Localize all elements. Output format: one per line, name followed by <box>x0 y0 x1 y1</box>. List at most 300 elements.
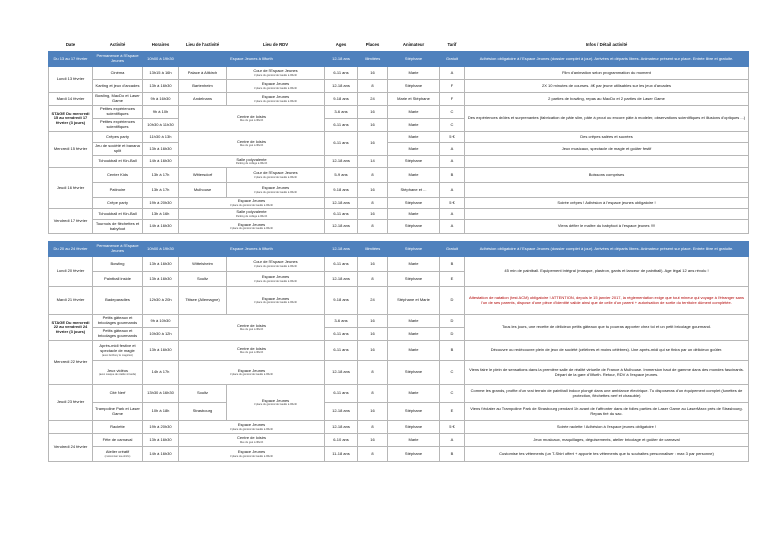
info-cell: Viens faire le plein de sensations dans la première salle de réalité virtuelle de France à Mulhouse. Immersion haut de gamme dans des mondes fascinants. Départ de la gare d'Illfurth. Retour, RDV à l'espace jeunes. <box>465 361 749 385</box>
lieu-cell: Palace à Altkirch <box>179 67 227 80</box>
table-row <box>49 67 749 80</box>
lieu-cell: Soultz <box>179 272 227 287</box>
header-tarif: Tarif <box>447 42 457 48</box>
places-cell: 8 <box>358 168 388 183</box>
anim-cell: Marie <box>388 119 440 132</box>
places-cell: 16 <box>358 257 388 272</box>
anim-cell: Marie <box>388 315 440 328</box>
tarif-cell: 5 € <box>440 198 465 209</box>
anim-cell: Marie <box>388 257 440 272</box>
activity-cell: Tchoukball et Kin-Ball <box>93 209 143 220</box>
ages-cell: 12-18 ans <box>325 361 358 385</box>
banner-ages: 12-18 ans <box>325 242 358 257</box>
anim-cell: Marie <box>388 168 440 183</box>
table-row <box>49 80 749 93</box>
rdv-cell <box>179 156 325 168</box>
anim-cell: Stéphane <box>388 198 440 209</box>
table-row <box>49 132 749 143</box>
hours-cell: 9h à 10h30 <box>143 315 179 328</box>
header-lieu-rdv: Lieu de RDV <box>262 42 289 48</box>
week-banner-row <box>49 52 749 67</box>
header-date: Date <box>65 42 76 48</box>
day-cell: Vendredi 17 février <box>49 209 93 234</box>
rdv-text: Espace Jeunes <box>237 198 266 204</box>
rdv-address: 3 place du général de Gaulle à Illfurth <box>229 454 274 458</box>
anim-cell: Stéphane et Marie <box>388 287 440 315</box>
anim-cell: Stéphane <box>388 272 440 287</box>
rdv-cell <box>227 257 325 272</box>
table-row <box>49 198 749 209</box>
anim-cell: Stéphane <box>388 361 440 385</box>
activity-cell: Tournois de fléchettes et babyfoot <box>93 220 143 234</box>
rdv-address: Rue du gué à Illfurth <box>239 119 264 123</box>
places-cell: 8 <box>358 198 388 209</box>
places-cell: 8 <box>358 272 388 287</box>
rdv-text: Espace Jeunes <box>261 81 290 87</box>
anim-cell: Marie <box>388 106 440 119</box>
rdv-address: 3 place du général de Gaulle à Illfurth <box>253 264 298 268</box>
ages-cell: 11-18 ans <box>325 447 358 462</box>
ages-cell: 6-11 ans <box>325 328 358 341</box>
rdv-address: 3 place du général de Gaulle à Illfurth <box>253 403 298 407</box>
rdv-text: Centre de loisirs <box>237 345 266 351</box>
activity-cell: Cinéma <box>93 67 143 80</box>
info-cell: Jeux musicaux, maquillages, déguisements, atelier bricolage et goûter de carnaval <box>465 434 749 447</box>
day-cell: Jeudi 23 février <box>49 385 93 421</box>
info-cell: Soirée raclette ! Adhésion à l'espace jeunes obligatoire ! <box>465 421 749 434</box>
rdv-text: Centre de loisirs <box>237 435 266 441</box>
places-cell: 8 <box>358 385 388 403</box>
ages-cell: 6-11 ans <box>325 341 358 361</box>
places-cell: 16 <box>358 341 388 361</box>
anim-cell: Marie <box>388 143 440 156</box>
table-row <box>49 434 749 447</box>
activity-cell: Trampoline Park et Laser Game <box>93 403 143 421</box>
rdv-text: Espace Jeunes <box>261 295 290 301</box>
table-row <box>49 287 749 315</box>
banner-anim: Stéphane <box>388 242 440 257</box>
rdv-text: Espace Jeunes <box>261 185 290 191</box>
ages-cell: 6-11 ans <box>325 385 358 403</box>
places-cell: 16 <box>358 106 388 119</box>
hours-cell: 13h à 16h30 <box>143 257 179 272</box>
rdv-address: 3 place du général de Gaulle à Illfurth <box>253 99 298 103</box>
lieu-cell: Mulhouse <box>179 183 227 198</box>
lieu-cell: Bartenheim <box>179 80 227 93</box>
ages-cell: 5-9 ans <box>325 168 358 183</box>
rdv-cell <box>179 198 325 209</box>
activity-cell: Bowling <box>93 257 143 272</box>
hours-cell: 13h30 à 16h30 <box>143 385 179 403</box>
places-cell: 8 <box>358 421 388 434</box>
tarif-cell: A <box>440 67 465 80</box>
banner-activity: Permanence à l'Espace Jeunes <box>93 242 143 257</box>
anim-cell: Stéphane <box>388 421 440 434</box>
activity-text: Jeux vidéos <box>106 367 129 373</box>
banner-date: Du 20 au 24 février <box>49 242 93 257</box>
rdv-address: 3 place du général de Gaulle à Illfurth <box>253 73 298 77</box>
banner-place: Espace Jeunes à Illfurth <box>179 52 325 67</box>
rdv-address: 3 place du général de Gaulle à Illfurth <box>229 227 274 231</box>
ages-cell: 12-18 ans <box>325 198 358 209</box>
lieu-cell: Strasbourg <box>179 403 227 421</box>
info-cell: 45 min de paintball. Equipement intégral (masque, plastron, gants et lanceur de paintball). Age légal 12 ans révolu ! <box>465 257 749 287</box>
tarif-cell: C <box>440 385 465 403</box>
places-cell: 16 <box>358 315 388 328</box>
banner-places: Illimitées <box>358 52 388 67</box>
places-cell: 8 <box>358 80 388 93</box>
rdv-address: 3 place du général de Gaulle à Illfurth <box>229 203 274 207</box>
program-table <box>48 40 749 462</box>
table-row <box>49 385 749 403</box>
info-cell: Film d'animation selon programmation du moment <box>465 67 749 80</box>
lieu-cell: Wittelsheim <box>179 257 227 272</box>
day-cell: Mardi 21 février <box>49 287 93 315</box>
day-cell: Mercredi 15 février <box>49 132 93 168</box>
rdv-address: Rue du gué à Illfurth <box>239 351 264 355</box>
hours-cell: 13h à 16h30 <box>143 341 179 361</box>
info-cell: Des expériences drôles et surprenantes (fabrication de pâte slim, pâte à prout ou encore pâte à modeler, observations scientifiques et illusions d'optiques ...) <box>465 106 749 132</box>
rdv-cell <box>227 67 325 80</box>
info-cell: Soirée crêpes ! Adhésion à l'espace jeunes obligatoire ! <box>465 198 749 209</box>
lieu-cell: Andelnans <box>179 93 227 106</box>
day-cell: Lundi 13 février <box>49 67 93 93</box>
places-cell: 8 <box>358 447 388 462</box>
stage-cell: STAGE Du mercredi 15 au vendredi 17 février (3 jours) <box>49 106 93 132</box>
hours-cell: 13h à 16h30 <box>143 272 179 287</box>
anim-cell: Stéphane <box>388 156 440 168</box>
activity-cell: Petits gâteaux et bricolages gourmands <box>93 328 143 341</box>
program-table-container <box>48 40 748 462</box>
header-activite: Activité <box>109 42 126 48</box>
info-cell: Découvre ou redécouvre plein de jeux de société (célèbres et moins célèbres). Une après-midi qui se finira par un délicieux goûter. <box>465 341 749 361</box>
hours-cell: 19h à 20h30 <box>143 421 179 434</box>
hours-cell: 12h30 à 20h <box>143 287 179 315</box>
rdv-text: Espace Jeunes <box>261 274 290 280</box>
header-animateur: Animateur <box>402 42 425 48</box>
hours-cell: 13h15 à 16h <box>143 67 179 80</box>
rdv-cell <box>179 341 325 361</box>
rdv-cell <box>227 168 325 183</box>
rdv-cell <box>227 80 325 93</box>
info-cell: Boissons comprises <box>465 168 749 183</box>
rdv-address: 3 place du général de Gaulle à Illfurth <box>229 427 274 431</box>
ages-cell: 6-11 ans <box>325 132 358 156</box>
anim-cell: Marie <box>388 341 440 361</box>
ages-cell: 6-11 ans <box>325 257 358 272</box>
ages-cell: 9-18 ans <box>325 183 358 198</box>
places-cell: 16 <box>358 328 388 341</box>
activity-cell: Jeu de société et banana split <box>93 143 143 156</box>
anim-cell: Marie <box>388 132 440 143</box>
anim-cell: Stéphane <box>388 403 440 421</box>
banner-place: Espace Jeunes à Illfurth <box>179 242 325 257</box>
spacer-row <box>49 234 749 242</box>
info-cell <box>465 156 749 168</box>
ages-cell: 3-6 ans <box>325 315 358 328</box>
table-row <box>49 156 749 168</box>
day-cell: Mardi 14 février <box>49 93 93 106</box>
info-cell: Customise tes vêtements (un T-Shirt offert + apporte tes vêtements que tu souhaites personnaliser : max 3 par personne) <box>465 447 749 462</box>
ages-cell: 6-11 ans <box>325 209 358 220</box>
rdv-text: Espace Jeunes <box>237 221 266 227</box>
places-cell: 8 <box>358 361 388 385</box>
table-row <box>49 168 749 183</box>
rdv-text: Espace Jeunes <box>237 367 266 373</box>
ages-cell: 12-18 ans <box>325 220 358 234</box>
rdv-address: 3 place du général de Gaulle à Illfurth <box>253 279 298 283</box>
banner-activity: Permanence à l'Espace Jeunes <box>93 52 143 67</box>
table-row <box>49 447 749 462</box>
activity-note: (avec Anthony le magicien) <box>101 353 134 357</box>
info-cell: 2X 10 minutes de courses. 4€ par jeune utilisables sur les jeux d'arcades <box>465 80 749 93</box>
rdv-cell <box>179 434 325 447</box>
table-row <box>49 209 749 220</box>
activity-cell: Center Kids <box>93 168 143 183</box>
day-cell <box>49 421 93 434</box>
hours-cell: 13h à 16h <box>143 209 179 220</box>
ages-cell: 6-11 ans <box>325 67 358 80</box>
hours-cell: 11h30 à 13h <box>143 132 179 143</box>
tarif-cell: A <box>440 209 465 220</box>
rdv-cell <box>227 287 325 315</box>
info-cell <box>465 209 749 220</box>
table-row <box>49 143 749 156</box>
rdv-text: Espace Jeunes <box>237 449 266 455</box>
info-cell: Viens défier le maître du babyfoot à l'espace jeunes !!!! <box>465 220 749 234</box>
anim-cell: Marie <box>388 67 440 80</box>
rdv-address: 3 place du général de Gaulle à Illfurth <box>253 86 298 90</box>
lieu-cell: Titisee (Allemagne) <box>179 287 227 315</box>
places-cell: 24 <box>358 287 388 315</box>
tarif-cell: 5 € <box>440 132 465 143</box>
tarif-cell: C <box>440 106 465 119</box>
week-banner-row <box>49 242 749 257</box>
tarif-cell: D <box>440 315 465 328</box>
places-cell: 16 <box>358 403 388 421</box>
anim-cell: Marie <box>388 209 440 220</box>
activity-cell: Petits gâteaux et bricolages gourmands <box>93 315 143 328</box>
rdv-cell <box>179 132 325 156</box>
hours-cell: 10h à 18h <box>143 403 179 421</box>
table-row <box>49 421 749 434</box>
tarif-cell: F <box>440 80 465 93</box>
info-cell: Jeux musicaux, spectacle de magie et goûter festif <box>465 143 749 156</box>
ages-cell: 12-18 ans <box>325 80 358 93</box>
banner-ages: 12-18 ans <box>325 52 358 67</box>
activity-cell: Petites expériences scientifiques <box>93 119 143 132</box>
activity-cell: Tchoukball et Kin-Ball <box>93 156 143 168</box>
rdv-address: Rue du gué à Illfurth <box>239 328 264 332</box>
rdv-cell <box>179 220 325 234</box>
table-row <box>49 106 749 119</box>
hours-cell: 14h à 16h30 <box>143 156 179 168</box>
hours-cell: 13h à 16h30 <box>143 143 179 156</box>
rdv-address: Parking de collège à Illfurth <box>235 214 268 218</box>
places-cell: 16 <box>358 434 388 447</box>
tarif-cell: A <box>440 143 465 156</box>
rdv-text: Espace Jeunes <box>237 422 266 428</box>
activity-cell: Cité Nerf <box>93 385 143 403</box>
ages-cell: 12-18 ans <box>325 421 358 434</box>
places-cell: 24 <box>358 93 388 106</box>
info-cell: 2 parties de bowling, repas au MacDo et 2 parties de Laser Game <box>465 93 749 106</box>
anim-cell: Marie <box>388 385 440 403</box>
rdv-cell <box>179 106 325 132</box>
table-row <box>49 93 749 106</box>
table-row <box>49 361 749 385</box>
rdv-address: Rue du gué à Illfurth <box>239 440 264 444</box>
places-cell: 16 <box>358 67 388 80</box>
hours-cell: 19h à 20h30 <box>143 198 179 209</box>
banner-hours: 10h00 à 19h30 <box>143 242 179 257</box>
tarif-cell: B <box>440 341 465 361</box>
rdv-cell <box>227 272 325 287</box>
rdv-text: Cour de l'Espace Jeunes <box>253 68 298 74</box>
header-row <box>49 40 749 52</box>
header-lieu-activite: Lieu de l'activité <box>185 42 220 48</box>
tarif-cell: B <box>440 447 465 462</box>
rdv-text: Salle polyvalente <box>236 209 267 215</box>
rdv-text: Salle polyvalente <box>236 156 267 162</box>
rdv-text: Centre de loisirs <box>237 138 266 144</box>
rdv-address: Parking de collège à Illfurth <box>235 162 268 166</box>
rdv-cell <box>179 361 325 385</box>
rdv-text: Centre de loisirs <box>237 322 266 328</box>
activity-cell <box>93 361 143 385</box>
header-horaires: Horaires <box>151 42 170 48</box>
activity-text: Après-midi festive et spectacle de magie <box>99 343 136 353</box>
places-cell: 16 <box>358 119 388 132</box>
activity-text: Atelier créatif <box>105 449 130 455</box>
info-cell: Attestation de natation (test ACM) obligatoire ! ATTENTION, depuis le 15 janvier 2017, la règlementation exige que tout mineur qui voyage à l'étranger sans l'un de ses parents, dispose d'une pièce d'identité valide ainsi que de celle d'un parent + autorisation de sortie du territoire dûment complétée. <box>465 287 749 315</box>
anim-cell: Marie <box>388 434 440 447</box>
anim-cell: Marie <box>388 328 440 341</box>
activity-cell: Bowling, MacDo et Laser Game <box>93 93 143 106</box>
rdv-address: Rue du gué à Illfurth <box>239 144 264 148</box>
header-places: Places <box>365 42 380 48</box>
stage-cell: STAGE Du mercredi 22 au vendredi 24 février (3 jours) <box>49 315 93 341</box>
rdv-cell <box>227 93 325 106</box>
places-cell: 16 <box>358 209 388 220</box>
rdv-cell <box>179 421 325 434</box>
lieu-cell: Soultz <box>179 385 227 403</box>
rdv-address: 3 place du général de Gaulle à Illfurth <box>253 175 298 179</box>
rdv-cell <box>179 315 325 341</box>
ages-cell: 9-18 ans <box>325 93 358 106</box>
rdv-cell <box>227 385 325 421</box>
day-cell: Jeudi 16 février <box>49 168 93 209</box>
day-cell: Lundi 20 février <box>49 257 93 287</box>
table-row <box>49 183 749 198</box>
banner-tarif: Gratuit <box>440 52 465 67</box>
banner-date: Du 13 au 17 février <box>49 52 93 67</box>
table-row <box>49 257 749 272</box>
ages-cell: 12-18 ans <box>325 156 358 168</box>
table-row <box>49 220 749 234</box>
activity-cell <box>93 341 143 361</box>
tarif-cell: F <box>440 93 465 106</box>
hours-cell: 9h à 10h <box>143 106 179 119</box>
rdv-cell <box>179 447 325 462</box>
hours-cell: 13h à 16h30 <box>143 80 179 93</box>
hours-cell: 13h à 17h <box>143 168 179 183</box>
places-cell: 8 <box>358 220 388 234</box>
rdv-cell <box>179 209 325 220</box>
banner-info: Adhésion obligatoire à l'Espace Jeunes (dossier complet à jour). Arrivées et départs libres. Animateur présent sur place. Entrée libre et gratuite. <box>465 52 749 67</box>
anim-cell: Marie et Stéphane <box>388 93 440 106</box>
banner-anim: Stéphane <box>388 52 440 67</box>
table-row <box>49 403 749 421</box>
hours-cell: 10h30 à 11h30 <box>143 119 179 132</box>
tarif-cell: B <box>440 257 465 272</box>
ages-cell: 3-6 ans <box>325 106 358 119</box>
tarif-cell: A <box>440 434 465 447</box>
ages-cell: 12-18 ans <box>325 272 358 287</box>
activity-cell: Crêpe party <box>93 198 143 209</box>
banner-tarif: Gratuit <box>440 242 465 257</box>
info-cell: Des crêpes salées et sucrées <box>465 132 749 143</box>
rdv-text: Cour de l'Espace Jeunes <box>253 170 298 176</box>
activity-cell: Crêpes party <box>93 132 143 143</box>
banner-places: Illimitées <box>358 242 388 257</box>
activity-cell: Fête de carnaval <box>93 434 143 447</box>
rdv-cell <box>227 183 325 198</box>
info-cell <box>465 183 749 198</box>
activity-cell: Petites expériences scientifiques <box>93 106 143 119</box>
hours-cell: 13h à 16h30 <box>143 434 179 447</box>
rdv-address: 3 place du général de Gaulle à Illfurth <box>253 190 298 194</box>
activity-cell <box>93 447 143 462</box>
hours-cell: 14h à 17h <box>143 361 179 385</box>
places-cell: 14 <box>358 156 388 168</box>
activity-cell: Badeparadies <box>93 287 143 315</box>
lieu-cell: Wittersdorf <box>179 168 227 183</box>
anim-cell: Stéphane <box>388 447 440 462</box>
anim-cell: Stéphane <box>388 220 440 234</box>
rdv-text: Espace Jeunes <box>261 397 290 403</box>
hours-cell: 10h30 à 12h <box>143 328 179 341</box>
anim-cell: Stéphane et ... <box>388 183 440 198</box>
banner-hours: 10h00 à 19h30 <box>143 52 179 67</box>
info-cell: Viens t'éclater au Trampoline Park de Strasbourg pendant 1h avant de t'affronter dans de folles parties de Laser Game au LaserMaxx près de Strasbourg. Repas tiré du sac. <box>465 403 749 421</box>
tarif-cell: E <box>440 403 465 421</box>
activity-cell: Patinoire <box>93 183 143 198</box>
tarif-cell: 5 € <box>440 421 465 434</box>
hours-cell: 14h à 16h30 <box>143 220 179 234</box>
table-row <box>49 315 749 328</box>
ages-cell: 6-10 ans <box>325 434 358 447</box>
table-row <box>49 341 749 361</box>
places-cell: 16 <box>358 183 388 198</box>
activity-note: (avec casque de réalité virtuelle) <box>98 373 137 377</box>
tarif-cell: A <box>440 183 465 198</box>
ages-cell: 12-18 ans <box>325 403 358 421</box>
tarif-cell: C <box>440 119 465 132</box>
rdv-address: 3 place du général de Gaulle à Illfurth <box>253 301 298 305</box>
rdv-address: 3 place du général de Gaulle à Illfurth <box>229 373 274 377</box>
ages-cell: 9-18 ans <box>325 287 358 315</box>
hours-cell: 9h à 16h30 <box>143 93 179 106</box>
info-cell: Comme les grands, profite d'un vrai terrain de paintball indoor plongé dans une ambiance électrique. Tu disposeras d'un équipement complet (lunettes de protection, fléchettes nerf et chasuble) <box>465 385 749 403</box>
activity-note: (customiser tee-shirts) <box>104 454 131 458</box>
spacer-cell <box>49 234 749 242</box>
tarif-cell: D <box>440 328 465 341</box>
places-cell: 16 <box>358 132 388 156</box>
activity-cell: Raclette <box>93 421 143 434</box>
rdv-text: Cour de l'Espace Jeunes <box>253 259 298 265</box>
activity-cell: Paintball inside <box>93 272 143 287</box>
